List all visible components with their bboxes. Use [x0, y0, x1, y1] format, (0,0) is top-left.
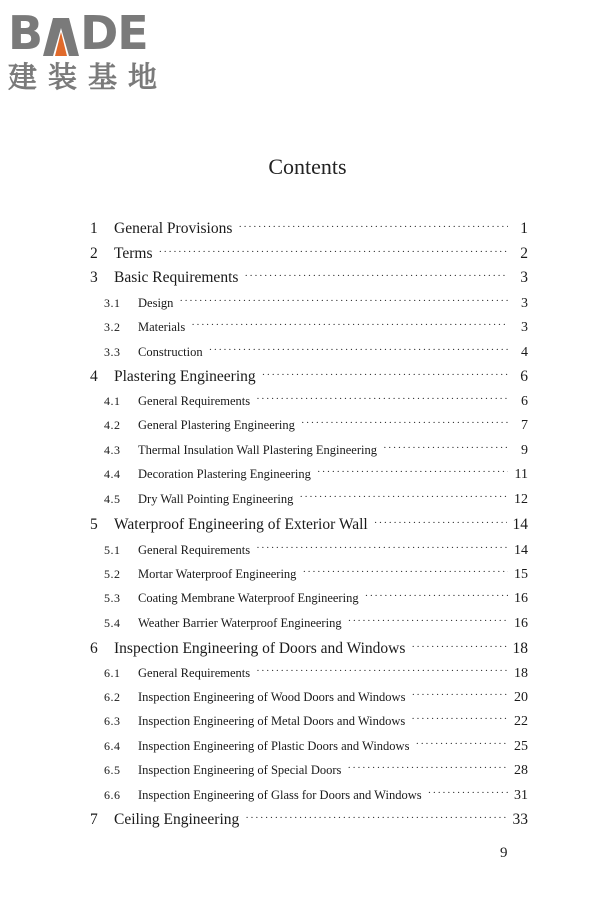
- toc-entry: [90, 788, 528, 804]
- brand-prefix: B: [8, 6, 43, 60]
- toc-entry-page: 6: [521, 394, 528, 409]
- toc-entry-number: 4.2: [104, 418, 121, 432]
- toc-entry: [90, 220, 528, 238]
- brand-wordmark: [8, 6, 178, 58]
- toc-entry-page: 9: [521, 443, 528, 458]
- toc-entry-title: Plastering Engineering: [114, 368, 256, 385]
- toc-entry: [90, 516, 528, 534]
- toc-entry-page: 20: [514, 690, 528, 705]
- toc-entry-title: General Plastering Engineering: [138, 418, 295, 432]
- brand-logo: [8, 6, 178, 94]
- dot-leader: [245, 812, 506, 824]
- toc-entry: [90, 616, 528, 632]
- toc-entry-number: 1: [90, 220, 98, 237]
- toc-entry-number: 6.5: [104, 763, 121, 777]
- toc-entry-page: 3: [520, 269, 528, 286]
- toc-entry-page: 3: [521, 296, 528, 311]
- toc-entry-title: Inspection Engineering of Metal Doors and Windows: [138, 714, 406, 728]
- toc-entry-number: 3.2: [104, 320, 121, 334]
- toc-entry: [90, 368, 528, 386]
- toc-entry: [90, 443, 528, 459]
- toc-entry-number: 5.3: [104, 591, 121, 605]
- toc-entry-page: 1: [520, 220, 528, 237]
- toc-entry-number: 7: [90, 811, 98, 828]
- toc-entry-number: 3.3: [104, 345, 121, 359]
- brand-chinese-name: 建装基地: [8, 60, 169, 94]
- toc-entry-page: 22: [514, 714, 528, 729]
- dot-leader: [256, 393, 508, 405]
- toc-entry-page: 14: [512, 516, 528, 533]
- toc-entry-title: Basic Requirements: [114, 269, 239, 286]
- toc-entry-title: Construction: [138, 345, 203, 359]
- toc-entry: [90, 640, 528, 658]
- toc-entry: [90, 296, 528, 312]
- toc-entry-title: Materials: [138, 320, 186, 334]
- dot-leader: [191, 319, 508, 331]
- dot-leader: [411, 641, 506, 653]
- toc-entry-page: 31: [514, 788, 528, 803]
- toc-entry-title: Weather Barrier Waterproof Engineering: [138, 616, 342, 630]
- toc-entry-number: 5.2: [104, 567, 121, 581]
- dot-leader: [256, 665, 508, 677]
- toc-entry: [90, 811, 528, 829]
- toc-entry-title: Design: [138, 296, 174, 310]
- page-number: 9: [500, 845, 508, 861]
- toc-entry-page: 7: [521, 418, 528, 433]
- dot-leader: [238, 221, 508, 233]
- dot-leader: [411, 713, 508, 725]
- toc-entry-number: 6.3: [104, 714, 121, 728]
- toc-entry-title: Dry Wall Pointing Engineering: [138, 492, 294, 506]
- toc-entry: [90, 320, 528, 336]
- toc-entry: [90, 467, 528, 483]
- dot-leader: [301, 417, 508, 429]
- toc-entry-page: 14: [514, 543, 528, 558]
- dot-leader: [383, 442, 508, 454]
- toc-entry: [90, 690, 528, 706]
- dot-leader: [374, 517, 507, 529]
- toc-entry-title: General Requirements: [138, 543, 251, 557]
- toc-entry: [90, 345, 528, 361]
- toc-entry-page: 33: [512, 811, 528, 828]
- toc-entry-page: 28: [514, 763, 528, 778]
- toc-entry-number: 2: [90, 245, 98, 262]
- dot-leader: [365, 590, 508, 602]
- toc-entry-number: 4.4: [104, 467, 121, 481]
- toc-entry-page: 18: [512, 640, 528, 657]
- toc-entry-page: 12: [514, 492, 528, 507]
- toc-entry-title: Coating Membrane Waterproof Engineering: [138, 591, 359, 605]
- dot-leader: [348, 615, 508, 627]
- toc-entry-number: 6.1: [104, 666, 121, 680]
- toc-entry-title: Inspection Engineering of Doors and Windows: [114, 640, 406, 657]
- toc-entry-title: General Provisions: [114, 220, 233, 237]
- dot-leader: [411, 689, 508, 701]
- toc-entry-title: General Requirements: [138, 394, 251, 408]
- dot-leader: [262, 369, 508, 381]
- toc-entry: [90, 714, 528, 730]
- toc-entry-number: 5: [90, 516, 98, 533]
- toc-entry-title: General Requirements: [138, 666, 251, 680]
- toc-entry-number: 3: [90, 269, 98, 286]
- toc-entry-title: Inspection Engineering of Plastic Doors and Windows: [138, 739, 410, 753]
- toc-entry-number: 4.1: [104, 394, 121, 408]
- toc-entry-page: 16: [514, 616, 528, 631]
- toc-entry-title: Terms: [114, 245, 153, 262]
- dot-leader: [159, 246, 508, 258]
- toc-entry-number: 4.5: [104, 492, 121, 506]
- toc-entry: [90, 543, 528, 559]
- toc-entry-title: Inspection Engineering of Special Doors: [138, 763, 342, 777]
- toc-entry-number: 6.6: [104, 788, 121, 802]
- page-title: Contents: [268, 154, 347, 179]
- toc-entry-number: 6.4: [104, 739, 121, 753]
- dot-leader: [179, 295, 508, 307]
- toc-entry-title: Decoration Plastering Engineering: [138, 467, 311, 481]
- toc-entry-number: 5.4: [104, 616, 121, 630]
- dot-leader: [209, 344, 508, 356]
- dot-leader: [302, 566, 508, 578]
- toc-entry: [90, 418, 528, 434]
- toc-entry: [90, 763, 528, 779]
- toc-entry-page: 16: [514, 591, 528, 606]
- dot-leader: [415, 738, 508, 750]
- toc-entry-page: 11: [514, 467, 528, 482]
- toc-entry-page: 25: [514, 739, 528, 754]
- toc-entry-title: Mortar Waterproof Engineering: [138, 567, 297, 581]
- brand-suffix: DE: [80, 6, 148, 60]
- toc-entry-page: 18: [514, 666, 528, 681]
- toc-entry-page: 15: [514, 567, 528, 582]
- toc-entry-title: Inspection Engineering of Wood Doors and Windows: [138, 690, 406, 704]
- toc-entry-number: 4: [90, 368, 98, 385]
- toc-entry-title: Ceiling Engineering: [114, 811, 240, 828]
- toc-entry: [90, 492, 528, 508]
- toc-entry-title: Thermal Insulation Wall Plastering Engineering: [138, 443, 377, 457]
- dot-leader: [299, 491, 508, 503]
- toc-entry-number: 6.2: [104, 690, 121, 704]
- toc-entry: [90, 394, 528, 410]
- toc-entry-page: 3: [521, 320, 528, 335]
- toc-entry: [90, 666, 528, 682]
- toc-entry-title: Inspection Engineering of Glass for Doors and Windows: [138, 788, 422, 802]
- toc-entry: [90, 269, 528, 287]
- toc-entry: [90, 245, 528, 263]
- toc-entry-number: 4.3: [104, 443, 121, 457]
- dot-leader: [256, 542, 508, 554]
- toc-entry: [90, 739, 528, 755]
- dot-leader: [347, 762, 508, 774]
- toc-entry-number: 3.1: [104, 296, 121, 310]
- toc-entry-number: 5.1: [104, 543, 121, 557]
- toc-entry: [90, 591, 528, 607]
- dot-leader: [317, 466, 508, 478]
- toc-entry-title: Waterproof Engineering of Exterior Wall: [114, 516, 368, 533]
- brand-a-mark-icon: [43, 15, 79, 53]
- toc-entry-page: 6: [520, 368, 528, 385]
- dot-leader: [428, 787, 508, 799]
- toc-entry: [90, 567, 528, 583]
- toc-entry-page: 4: [521, 345, 528, 360]
- toc-entry-number: 6: [90, 640, 98, 657]
- dot-leader: [244, 270, 508, 282]
- toc-entry-page: 2: [520, 245, 528, 262]
